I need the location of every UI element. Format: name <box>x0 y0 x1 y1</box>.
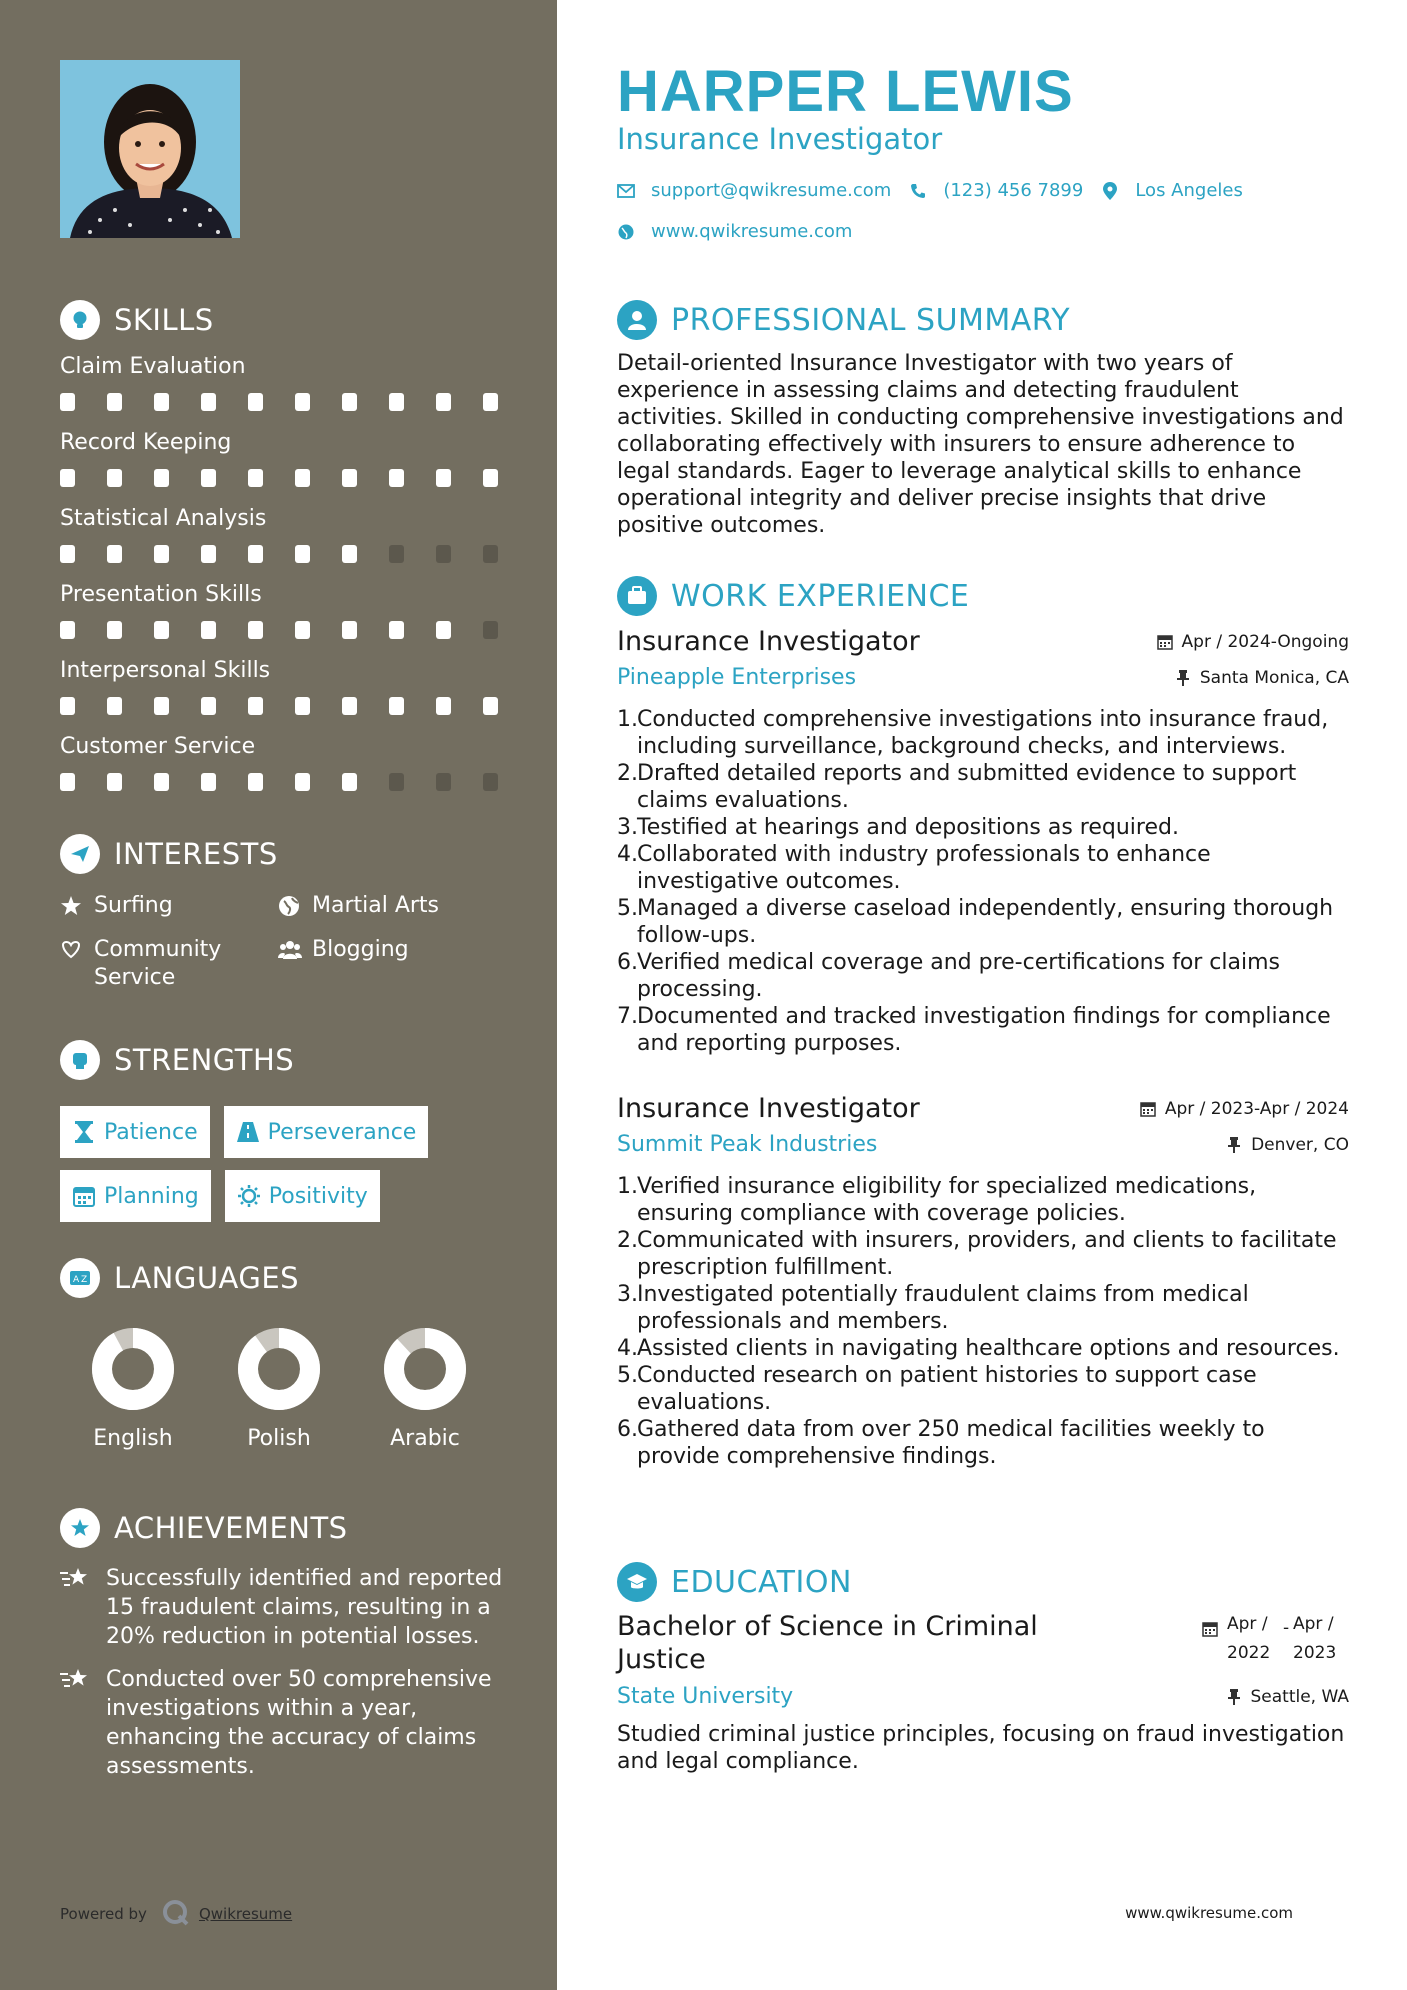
graduation-cap-icon <box>617 1562 657 1602</box>
bullet-item: 3. Testified at hearings and depositions as required. <box>617 814 1349 841</box>
skill-dot <box>248 469 263 487</box>
education-entry <box>617 1610 1349 1775</box>
svg-text:A: A <box>73 1275 80 1285</box>
bullet-item: 5. Conducted research on patient histories to support case evaluations. <box>617 1362 1349 1416</box>
strength-label: Positivity <box>268 1183 368 1209</box>
education-header <box>617 1562 852 1602</box>
achievement-text: Conducted over 50 comprehensive investigations within a year, enhancing the accuracy of claims assessments. <box>106 1667 492 1779</box>
skill-dot <box>107 545 122 563</box>
language-name: Arabic <box>390 1426 460 1451</box>
bullet-text: Collaborated with industry professionals to enhance investigative outcomes. <box>637 842 1211 894</box>
qwikresume-logo-icon <box>161 1898 189 1930</box>
skill-dot <box>389 621 404 639</box>
skill-dot <box>342 469 357 487</box>
date-dash: - <box>1283 1618 1290 1638</box>
globe-icon <box>617 223 635 241</box>
powered-by-label: Powered by <box>60 1905 147 1923</box>
strength-chip <box>60 1106 210 1158</box>
skill-dot <box>483 773 498 791</box>
bullet-item: 1. Verified insurance eligibility for specialized medications, ensuring compliance with coverage policies. <box>617 1173 1349 1227</box>
skill-dot <box>342 393 357 411</box>
job-title: Insurance Investigator <box>617 1093 920 1124</box>
skill-dot <box>342 773 357 791</box>
education-dates <box>1201 1610 1349 1668</box>
skill-rating <box>60 768 510 796</box>
phone-text[interactable]: (123) 456 7899 <box>943 180 1084 201</box>
skill-dot <box>107 621 122 639</box>
interest-label: Blogging <box>312 937 409 962</box>
bullet-item: 2. Communicated with insurers, providers, and clients to facilitate prescription fulfillment. <box>617 1227 1349 1281</box>
globe-icon <box>278 892 304 920</box>
users-icon <box>278 936 304 964</box>
interests-title: INTERESTS <box>114 837 278 871</box>
donut-fill <box>394 1338 456 1400</box>
skill-dot <box>342 545 357 563</box>
skill-dot <box>342 621 357 639</box>
strength-chip <box>224 1106 429 1158</box>
skill-dot <box>107 697 122 715</box>
skills-title: SKILLS <box>114 303 214 337</box>
footer-site[interactable]: www.qwikresume.com <box>1125 1904 1293 1922</box>
shooting-star-icon <box>60 1665 92 1693</box>
main-content <box>617 0 1349 1990</box>
skill-dot <box>60 621 75 639</box>
donut-fill <box>102 1338 164 1400</box>
skill-dot <box>248 621 263 639</box>
bullet-text: Managed a diverse caseload independently, ensuring thorough follow-ups. <box>637 896 1334 948</box>
interest-item <box>278 892 498 920</box>
skill-dot <box>389 469 404 487</box>
education-description: Studied criminal justice principles, focusing on fraud investigation and legal compliance. <box>617 1722 1345 1774</box>
language-donut <box>236 1326 322 1412</box>
shooting-star-icon <box>60 1564 92 1592</box>
experience-header <box>617 576 969 616</box>
skill-dot <box>60 697 75 715</box>
summary-header <box>617 300 1070 340</box>
degree-title: Bachelor of Science in Criminal Justice <box>617 1611 1038 1675</box>
skill-dot <box>201 773 216 791</box>
bullet-item: 1. Conducted comprehensive investigations into insurance fraud, including surveillance, background checks, and interviews. <box>617 706 1349 760</box>
skill-name: Presentation Skills <box>60 582 262 607</box>
briefcase-icon <box>617 576 657 616</box>
bullet-item: 3. Investigated potentially fraudulent claims from medical professionals and members. <box>617 1281 1349 1335</box>
skill-dot <box>107 773 122 791</box>
skill-dot <box>154 773 169 791</box>
skill-dot <box>436 545 451 563</box>
skill-dot <box>107 469 122 487</box>
skill-dot <box>483 545 498 563</box>
bullet-item: 2. Drafted detailed reports and submitted evidence to support claims evaluations. <box>617 760 1349 814</box>
skill-item <box>60 504 510 568</box>
interests-list <box>60 892 510 992</box>
language-name: English <box>93 1426 173 1451</box>
pushpin-icon <box>1174 669 1192 687</box>
skill-item <box>60 656 510 720</box>
bullet-text: Investigated potentially fraudulent claims from medical professionals and members. <box>637 1282 1249 1334</box>
skill-dot <box>295 697 310 715</box>
strengths-section <box>60 1040 510 1222</box>
email-link[interactable]: support@qwikresume.com <box>651 180 892 201</box>
skill-dot <box>342 697 357 715</box>
hourglass-icon <box>72 1120 96 1144</box>
bullet-text: Gathered data from over 250 medical facilities weekly to provide comprehensive findings. <box>637 1417 1265 1469</box>
skill-dot <box>436 773 451 791</box>
skill-dot <box>295 621 310 639</box>
job-bullets <box>617 706 1349 1057</box>
strength-label: Patience <box>104 1119 198 1145</box>
skill-item <box>60 732 510 796</box>
calendar-icon <box>72 1184 96 1208</box>
fist-icon <box>60 1040 100 1080</box>
skill-dot <box>436 469 451 487</box>
skill-dot <box>295 773 310 791</box>
job-location-text: Santa Monica, CA <box>1199 667 1349 688</box>
skill-dot <box>483 469 498 487</box>
skill-dot <box>154 697 169 715</box>
website-row <box>617 221 852 242</box>
donut-fill <box>248 1338 310 1400</box>
strength-label: Perseverance <box>267 1119 417 1145</box>
svg-text:Z: Z <box>81 1275 88 1285</box>
bullet-item: 6. Verified medical coverage and pre-certifications for claims processing. <box>617 949 1349 1003</box>
strengths-header <box>60 1040 510 1080</box>
job-entry <box>617 1093 1349 1470</box>
calendar-icon <box>1139 1100 1157 1118</box>
skill-dot <box>60 773 75 791</box>
achievements-title: ACHIEVEMENTS <box>114 1511 348 1545</box>
end-month: Apr / <box>1293 1614 1334 1634</box>
interest-label: Community Service <box>94 937 222 990</box>
achievement-item <box>60 1564 510 1651</box>
lightbulb-icon <box>60 300 100 340</box>
strengths-list <box>60 1106 490 1222</box>
skill-dot <box>201 621 216 639</box>
company-name: Summit Peak Industries <box>617 1132 878 1157</box>
website-link[interactable]: www.qwikresume.com <box>651 221 853 242</box>
skill-name: Interpersonal Skills <box>60 658 271 683</box>
interest-label: Martial Arts <box>312 893 440 918</box>
start-year: 2022 <box>1227 1643 1271 1663</box>
skill-name: Record Keeping <box>60 430 232 455</box>
skill-item <box>60 428 510 492</box>
skill-dot <box>154 545 169 563</box>
achievement-item <box>60 1665 510 1781</box>
skills-section <box>60 300 510 796</box>
strengths-title: STRENGTHS <box>114 1043 295 1077</box>
skill-dot <box>389 773 404 791</box>
bullet-item: 7. Documented and tracked investigation findings for compliance and reporting purposes. <box>617 1003 1349 1057</box>
bullet-text: Conducted comprehensive investigations into insurance fraud, including surveillance, background checks, and interviews. <box>637 707 1329 759</box>
skill-item <box>60 352 510 416</box>
achievement-text: Successfully identified and reported 15 fraudulent claims, resulting in a 20% reduction in potential losses. <box>106 1566 503 1649</box>
user-icon <box>617 300 657 340</box>
skill-dot <box>154 393 169 411</box>
skill-dot <box>201 545 216 563</box>
skill-dot <box>389 545 404 563</box>
skill-dot <box>201 697 216 715</box>
skill-dot <box>248 393 263 411</box>
skill-dot <box>60 469 75 487</box>
skill-rating <box>60 540 510 568</box>
strength-chip <box>60 1170 211 1222</box>
job-location-text: Denver, CO <box>1251 1134 1349 1155</box>
skill-dot <box>436 621 451 639</box>
languages-section <box>60 1258 510 1451</box>
skill-rating <box>60 388 510 416</box>
skill-dot <box>389 697 404 715</box>
experience-title: WORK EXPERIENCE <box>671 578 970 614</box>
bullet-text: Testified at hearings and depositions as required. <box>637 815 1179 840</box>
bullet-item: 4. Assisted clients in navigating healthcare options and resources. <box>617 1335 1349 1362</box>
calendar-icon <box>1201 1620 1219 1638</box>
skill-dot <box>60 545 75 563</box>
education-title: EDUCATION <box>671 1564 852 1600</box>
job-bullets <box>617 1173 1349 1470</box>
school-name: State University <box>617 1684 794 1709</box>
language-name: Polish <box>247 1426 311 1451</box>
pushpin-icon <box>1225 1688 1243 1706</box>
interest-item <box>60 936 278 992</box>
skills-header <box>60 300 510 340</box>
paper-plane-icon <box>60 834 100 874</box>
job-dates-text: Apr / 2023-Apr / 2024 <box>1164 1098 1349 1119</box>
school-location <box>1225 1687 1350 1707</box>
bullet-text: Documented and tracked investigation findings for compliance and reporting purposes. <box>637 1004 1331 1056</box>
road-icon <box>236 1120 260 1144</box>
heart-hand-icon <box>60 936 86 964</box>
powered-by <box>60 1898 292 1930</box>
job-location <box>1174 668 1349 688</box>
interest-item <box>60 892 278 920</box>
school-location-text: Seattle, WA <box>1250 1686 1349 1707</box>
calendar-icon <box>1156 633 1174 651</box>
bullet-item: 4. Collaborated with industry professionals to enhance investigative outcomes. <box>617 841 1349 895</box>
language-icon <box>60 1258 100 1298</box>
interest-item <box>278 936 498 992</box>
interests-header <box>60 834 510 874</box>
pushpin-icon <box>1225 1136 1243 1154</box>
skill-dot <box>436 393 451 411</box>
bullet-text: Communicated with insurers, providers, and clients to facilitate prescription fulfillment. <box>637 1228 1337 1280</box>
skill-item <box>60 580 510 644</box>
skill-dot <box>154 469 169 487</box>
skill-dot <box>389 393 404 411</box>
skill-dot <box>483 393 498 411</box>
skill-dot <box>201 393 216 411</box>
strength-label: Planning <box>104 1183 199 1209</box>
skill-dot <box>154 621 169 639</box>
contact-row <box>617 180 1243 201</box>
summary-text: Detail-oriented Insurance Investigator with two years of experience in assessing claims and detecting fraudulent activities. Skilled in conducting comprehensive investigations and collaborating effectively with insurers to ensure adherence to legal standards. Eager to leverage analytical skills to enhance operational integrity and deliver precise insights that drive positive outcomes. <box>617 351 1344 538</box>
strength-chip <box>225 1170 380 1222</box>
envelope-icon <box>617 182 635 200</box>
languages-list <box>60 1326 510 1451</box>
skill-dot <box>483 621 498 639</box>
skill-dot <box>295 545 310 563</box>
candidate-role: Insurance Investigator <box>617 122 943 156</box>
job-entry <box>617 626 1349 1057</box>
skill-dot <box>248 545 263 563</box>
job-dates <box>1156 632 1349 652</box>
location-text: Los Angeles <box>1135 180 1243 201</box>
star-icon <box>60 892 86 920</box>
language-donut <box>382 1326 468 1412</box>
candidate-name: HARPER LEWIS <box>617 59 1074 124</box>
languages-title: LANGUAGES <box>114 1261 300 1295</box>
trophy-star-icon <box>60 1508 100 1548</box>
skill-dot <box>248 773 263 791</box>
skill-name: Claim Evaluation <box>60 354 246 379</box>
sidebar <box>0 0 557 1990</box>
interest-label: Surfing <box>94 893 173 918</box>
bullet-item: 6. Gathered data from over 250 medical facilities weekly to provide comprehensive findings. <box>617 1416 1349 1470</box>
bullet-text: Verified insurance eligibility for specialized medications, ensuring compliance with coverage policies. <box>637 1174 1257 1226</box>
languages-header <box>60 1258 510 1298</box>
skill-rating <box>60 616 510 644</box>
skill-dot <box>295 469 310 487</box>
map-pin-icon <box>1101 182 1119 200</box>
skill-rating <box>60 692 510 720</box>
job-dates <box>1139 1099 1349 1119</box>
skill-name: Customer Service <box>60 734 256 759</box>
skill-rating <box>60 464 510 492</box>
summary-title: PROFESSIONAL SUMMARY <box>671 302 1071 338</box>
company-name: Pineapple Enterprises <box>617 665 857 690</box>
start-month: Apr / <box>1227 1614 1268 1634</box>
skill-dot <box>60 393 75 411</box>
skill-name: Statistical Analysis <box>60 506 267 531</box>
phone-icon <box>909 182 927 200</box>
language-item <box>352 1326 498 1451</box>
bullet-text: Verified medical coverage and pre-certifications for claims processing. <box>637 950 1281 1002</box>
skill-dot <box>107 393 122 411</box>
language-item <box>60 1326 206 1451</box>
bullet-text: Drafted detailed reports and submitted evidence to support claims evaluations. <box>637 761 1297 813</box>
job-location <box>1225 1135 1349 1155</box>
sun-icon <box>237 1184 261 1208</box>
skill-dot <box>483 697 498 715</box>
job-dates-text: Apr / 2024-Ongoing <box>1181 631 1349 652</box>
job-title: Insurance Investigator <box>617 626 920 657</box>
bullet-text: Assisted clients in navigating healthcare options and resources. <box>637 1336 1340 1361</box>
end-year: 2023 <box>1293 1643 1337 1663</box>
language-item <box>206 1326 352 1451</box>
skill-dot <box>295 393 310 411</box>
bullet-item: 5. Managed a diverse caseload independently, ensuring thorough follow-ups. <box>617 895 1349 949</box>
skill-dot <box>436 697 451 715</box>
profile-photo <box>60 60 240 238</box>
brand-link[interactable]: Qwikresume <box>198 1905 293 1923</box>
language-donut <box>90 1326 176 1412</box>
skill-dot <box>248 697 263 715</box>
skills-list <box>60 352 510 796</box>
skill-dot <box>201 469 216 487</box>
interests-section <box>60 834 510 992</box>
achievements-header <box>60 1508 510 1548</box>
bullet-text: Conducted research on patient histories to support case evaluations. <box>637 1363 1257 1415</box>
achievements-section <box>60 1508 510 1781</box>
